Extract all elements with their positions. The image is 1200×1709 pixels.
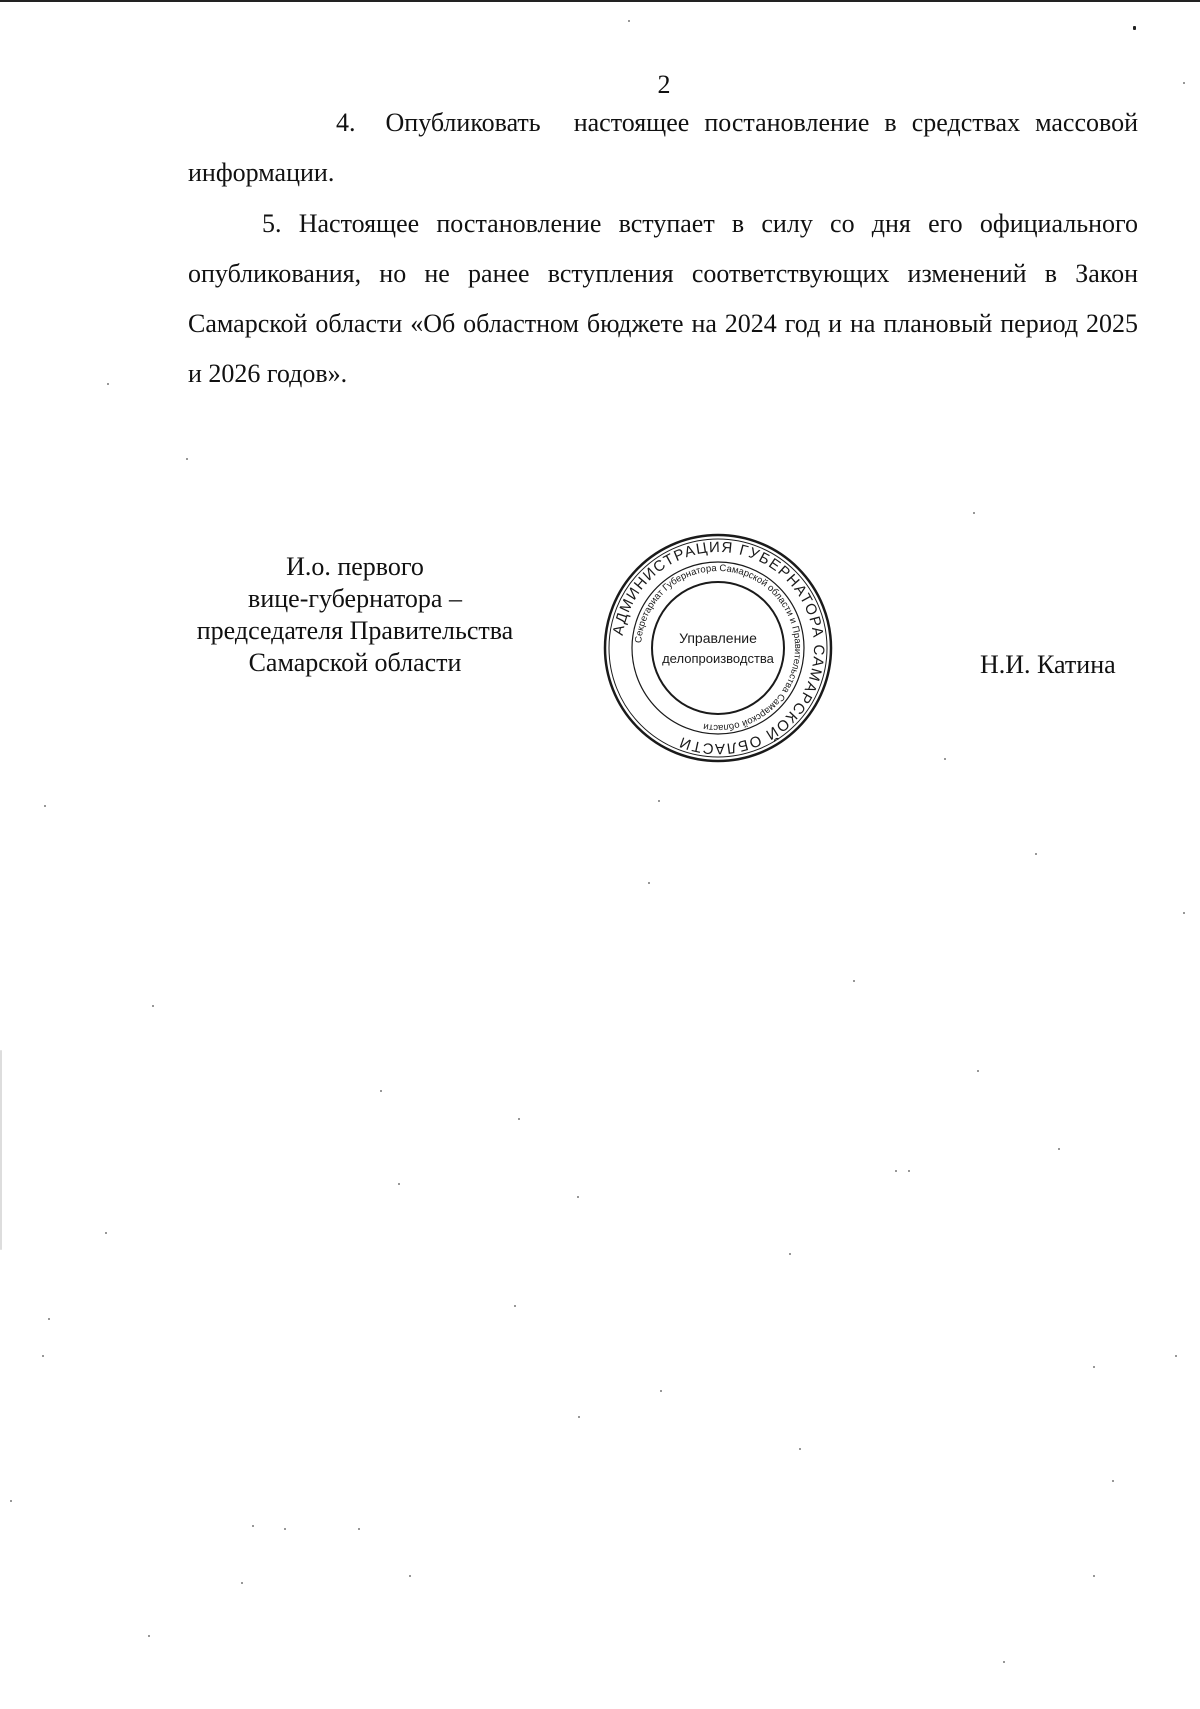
scan-speck	[578, 1416, 580, 1418]
scan-speck	[908, 1170, 910, 1172]
scan-speck	[105, 1232, 107, 1234]
seal-inner-ring-text: Секретариат Губернатора Самарской области и Правительства Самарской области	[633, 562, 804, 734]
scan-speck	[252, 1525, 254, 1527]
scan-speck	[944, 758, 946, 760]
scan-speck	[1093, 1575, 1095, 1577]
scan-speck	[148, 1635, 150, 1637]
scan-speck	[48, 1318, 50, 1320]
seal-outer-ring-text: АДМИНИСТРАЦИЯ ГУБЕРНАТОРА САМАРСКОЙ ОБЛАСТИ	[609, 538, 828, 758]
scan-speck	[1093, 1366, 1095, 1368]
scan-speck	[658, 800, 660, 802]
scan-speck	[42, 1355, 44, 1357]
seal-center-line-1: Управление	[679, 630, 757, 646]
scan-speck	[660, 1390, 662, 1392]
scan-speck	[241, 1582, 243, 1584]
scan-speck	[380, 1090, 382, 1092]
scan-speck	[895, 1170, 897, 1172]
scan-speck	[1035, 853, 1037, 855]
top-edge-rule	[0, 0, 1200, 2]
signatory-position	[180, 551, 530, 679]
scan-speck	[1058, 1148, 1060, 1150]
paragraph-4-text: настоящее постановление в средствах массовой информации.	[188, 108, 1139, 187]
signatory-line-3: председателя Правительства	[196, 616, 514, 645]
scan-speck	[107, 383, 109, 385]
scan-speck	[1183, 82, 1185, 84]
paragraph-5	[188, 199, 1138, 399]
scan-speck	[973, 512, 975, 514]
paragraph-5-text: 5. Настоящее постановление вступает в силу со дня его официального опубликования, но не ранее вступления соответствующих изменений в Закон Самарской области «Об областном бюджете на 2024 год и на плановый период 2025 и 2026 годов».	[188, 209, 1138, 388]
signatory-line-4: Самарской области	[248, 648, 462, 677]
paragraph-4-first-word: Опубликовать	[385, 108, 541, 137]
page-number: 2	[657, 70, 671, 99]
scan-edge-shadow	[0, 1050, 2, 1250]
scan-speck	[577, 1196, 579, 1198]
scan-speck	[1003, 1661, 1005, 1663]
scan-speck	[518, 1118, 520, 1120]
seal-center-line-2: делопроизводства	[662, 651, 774, 666]
scan-speck	[853, 980, 855, 982]
scan-speck	[977, 1070, 979, 1072]
scan-speck	[628, 20, 630, 22]
scan-speck	[398, 1183, 400, 1185]
paragraph-4	[188, 98, 1138, 198]
scan-speck	[186, 458, 188, 460]
scan-speck	[284, 1528, 286, 1530]
paragraph-4-number: 4.	[336, 108, 356, 137]
scan-speck	[44, 805, 46, 807]
scan-speck	[799, 1448, 801, 1450]
scan-speck	[514, 1305, 516, 1307]
scan-speck	[648, 882, 650, 884]
official-seal-stamp	[600, 530, 836, 766]
scan-speck	[1183, 912, 1185, 914]
scan-speck	[1112, 1480, 1114, 1482]
scan-speck	[1175, 1355, 1177, 1357]
scan-speck	[152, 1005, 154, 1007]
scan-speck	[1133, 26, 1136, 30]
scan-speck	[358, 1528, 360, 1530]
seal-graphic	[600, 530, 836, 766]
signatory-line-2: вице-губернатора –	[248, 584, 462, 613]
signer-name: Н.И. Катина	[980, 650, 1116, 679]
signatory-line-1: И.о. первого	[286, 552, 424, 581]
scan-speck	[10, 1500, 12, 1502]
scan-speck	[789, 1253, 791, 1255]
scan-speck	[409, 1575, 411, 1577]
